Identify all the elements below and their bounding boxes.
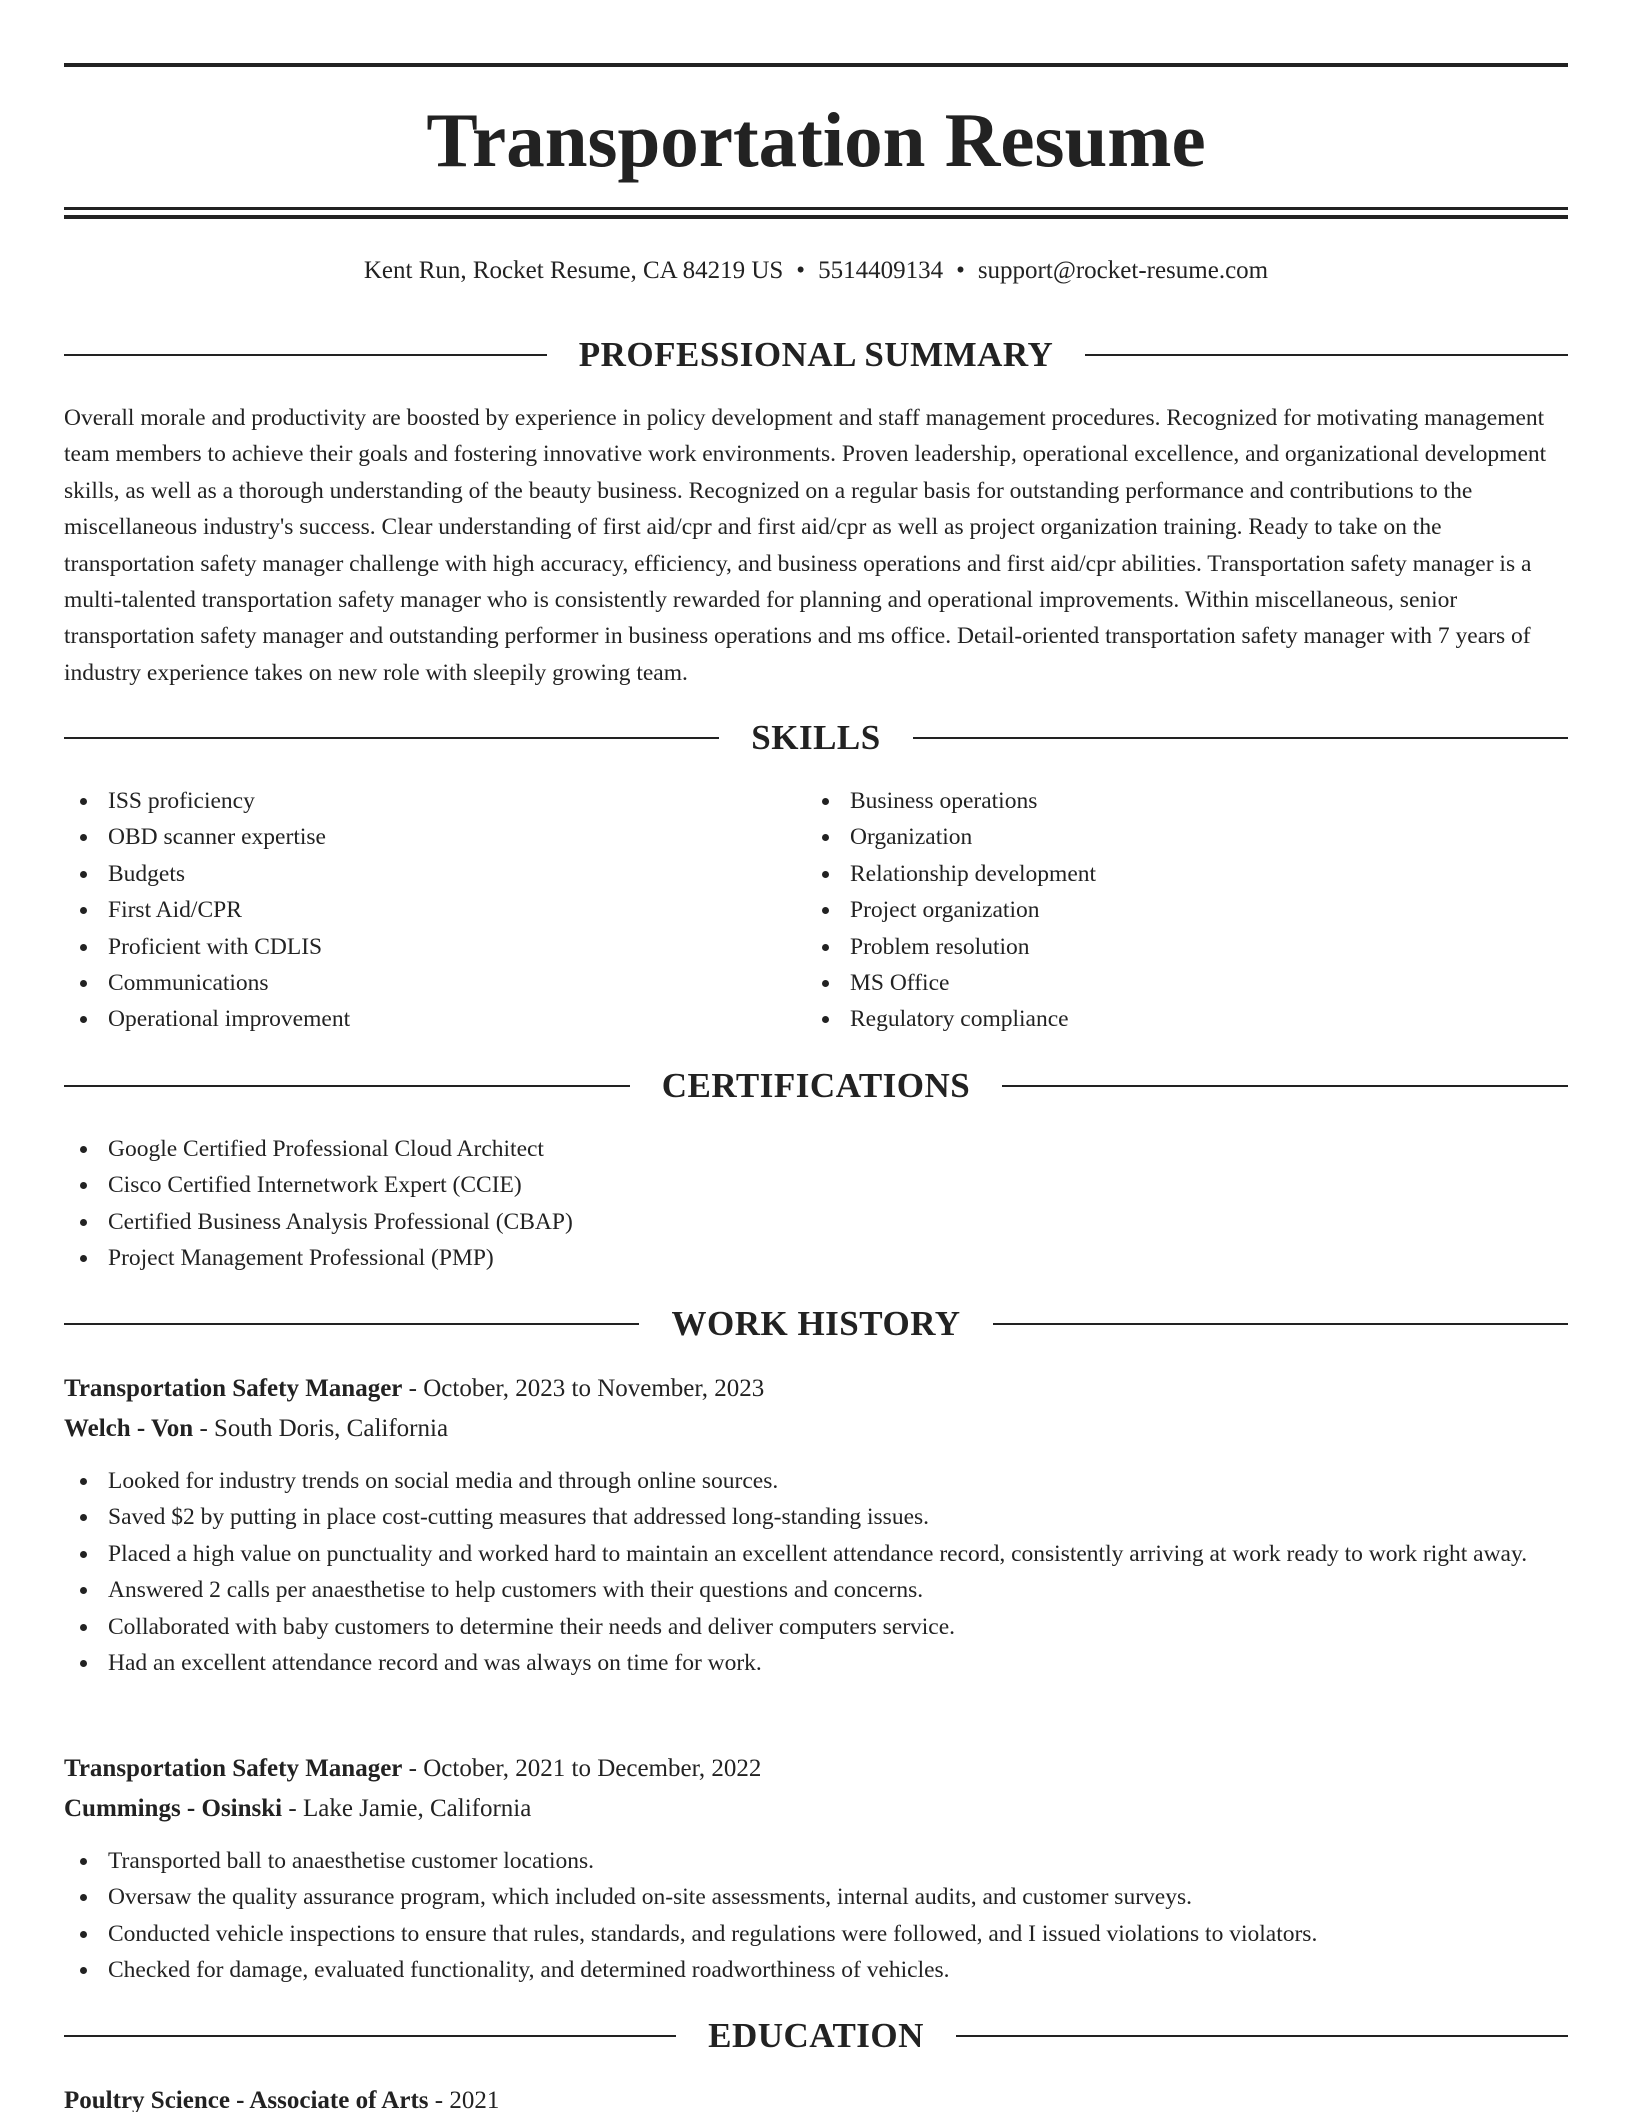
job-bullet: Collaborated with baby customers to determine their needs and deliver computers service. (64, 1609, 1568, 1645)
dash: - (402, 1755, 424, 1782)
certification-item: Cisco Certified Internetwork Expert (CCIE) (64, 1167, 1568, 1203)
divider (64, 1085, 630, 1087)
dash: - (193, 1415, 215, 1442)
skills-heading: SKILLS (751, 718, 881, 757)
skill-item: Proficient with CDLIS (64, 929, 804, 965)
summary-text: Overall morale and productivity are boosted by experience in policy development and staff management procedures. Recognized for motivating management team members to achieve their goals and fostering innovative work environments. Proven leadership, operational excellence, and organizational development skills, as well as a thorough understanding of the beauty business. Recognized on a regular basis for outstanding performance and contributions to the miscellaneous industry's success. Clear understanding of first aid/cpr and first aid/cpr as well as project organization training. Ready to take on the transportation safety manager challenge with high accuracy, efficiency, and business operations and first aid/cpr abilities. Transportation safety manager is a multi-talented transportation safety manager who is consistently rewarded for planning and operational improvements. Within miscellaneous, senior transportation safety manager and outstanding performer in business operations and ms office. Detail-oriented transportation safety manager with 7 years of industry experience takes on new role with sleepily growing team. (64, 405, 1547, 686)
certifications-heading: CERTIFICATIONS (661, 1066, 971, 1105)
skill-item: Project organization (806, 892, 1546, 928)
job-bullet: Had an excellent attendance record and was always on time for work. (64, 1645, 1568, 1681)
job-header (64, 1749, 1568, 1829)
job-bullet: Conducted vehicle inspections to ensure that rules, standards, and regulations were followed, and I issued violations to violators. (64, 1916, 1568, 1952)
divider (913, 737, 1568, 739)
work-heading: WORK HISTORY (671, 1304, 961, 1343)
contact-separator: • (956, 257, 965, 284)
contact-phone: 5514409134 (818, 257, 944, 284)
skills-list-left (64, 783, 804, 1038)
skill-item: ISS proficiency (64, 783, 804, 819)
certifications-section-header (64, 1064, 1568, 1108)
education-degree: Poultry Science - Associate of Arts (64, 2087, 429, 2112)
contact-line (64, 254, 1568, 288)
job-company: Welch - Von (64, 1415, 194, 1442)
divider (64, 737, 719, 739)
divider (64, 1323, 639, 1325)
work-section-header (64, 1302, 1568, 1346)
education-entry (64, 2081, 1568, 2112)
education-year: 2021 (449, 2087, 500, 2112)
job-bullet: Oversaw the quality assurance program, which included on-site assessments, internal audits, and customer surveys. (64, 1879, 1568, 1915)
skill-item: Relationship development (806, 856, 1546, 892)
skill-item: Regulatory compliance (806, 1001, 1546, 1037)
skill-item: Problem resolution (806, 929, 1546, 965)
divider (956, 2035, 1568, 2037)
title-rule-upper (64, 207, 1568, 210)
skills-list-right (806, 783, 1546, 1038)
job-bullet: Saved $2 by putting in place cost-cutting measures that addressed long-standing issues. (64, 1499, 1568, 1535)
job-title: Transportation Safety Manager (64, 1755, 403, 1782)
job-title-line (64, 1369, 1568, 1409)
skill-item: Budgets (64, 856, 804, 892)
title-rule-lower (64, 215, 1568, 219)
job-bullets (64, 1463, 1568, 1681)
job-location: Lake Jamie, California (302, 1795, 532, 1822)
job-bullet: Transported ball to anaesthetise customer locations. (64, 1843, 1568, 1879)
job-dates: October, 2021 to December, 2022 (423, 1755, 762, 1782)
job-bullet: Placed a high value on punctuality and worked hard to maintain an excellent attendance record, consistently arriving at work ready to work right away. (64, 1536, 1568, 1572)
skill-item: Business operations (806, 783, 1546, 819)
education-section-header (64, 2014, 1568, 2058)
job-dates: October, 2023 to November, 2023 (423, 1375, 765, 1402)
job-bullets (64, 1843, 1568, 1989)
resume-title: Transportation Resume (426, 97, 1206, 183)
education-heading: EDUCATION (708, 2016, 924, 2055)
job-title: Transportation Safety Manager (64, 1375, 403, 1402)
certifications-list (64, 1131, 1568, 1277)
job-bullet: Checked for damage, evaluated functionality, and determined roadworthiness of vehicles. (64, 1952, 1568, 1988)
contact-separator: • (796, 257, 806, 284)
job-company: Cummings - Osinski (64, 1795, 283, 1822)
job-header (64, 1369, 1568, 1449)
certification-item: Google Certified Professional Cloud Architect (64, 1131, 1568, 1167)
divider (993, 1323, 1568, 1325)
job-company-line (64, 1409, 1568, 1449)
job-bullet: Looked for industry trends on social media and through online sources. (64, 1463, 1568, 1499)
summary-section-header (64, 333, 1568, 377)
divider (64, 354, 547, 356)
job-bullet: Answered 2 calls per anaesthetise to help customers with their questions and concerns. (64, 1572, 1568, 1608)
divider (64, 2035, 676, 2037)
job-company-line (64, 1789, 1568, 1829)
skill-item: OBD scanner expertise (64, 819, 804, 855)
divider (1085, 354, 1568, 356)
skill-item: MS Office (806, 965, 1546, 1001)
contact-email[interactable]: support@rocket-resume.com (977, 257, 1269, 284)
skill-item: Organization (806, 819, 1546, 855)
top-rule (64, 63, 1568, 67)
divider (1002, 1085, 1568, 1087)
job-location: South Doris, California (214, 1415, 449, 1442)
skill-item: Operational improvement (64, 1001, 804, 1037)
job-title-line (64, 1749, 1568, 1789)
dash: - (428, 2087, 450, 2112)
certification-item: Project Management Professional (PMP) (64, 1240, 1568, 1276)
skill-item: Communications (64, 965, 804, 1001)
certification-item: Certified Business Analysis Professional (CBAP) (64, 1204, 1568, 1240)
dash: - (282, 1795, 303, 1822)
skills-section-header (64, 716, 1568, 760)
summary-heading: PROFESSIONAL SUMMARY (578, 335, 1054, 374)
dash: - (402, 1375, 424, 1402)
contact-address: Kent Run, Rocket Resume, CA 84219 US (363, 257, 784, 284)
skill-item: First Aid/CPR (64, 892, 804, 928)
